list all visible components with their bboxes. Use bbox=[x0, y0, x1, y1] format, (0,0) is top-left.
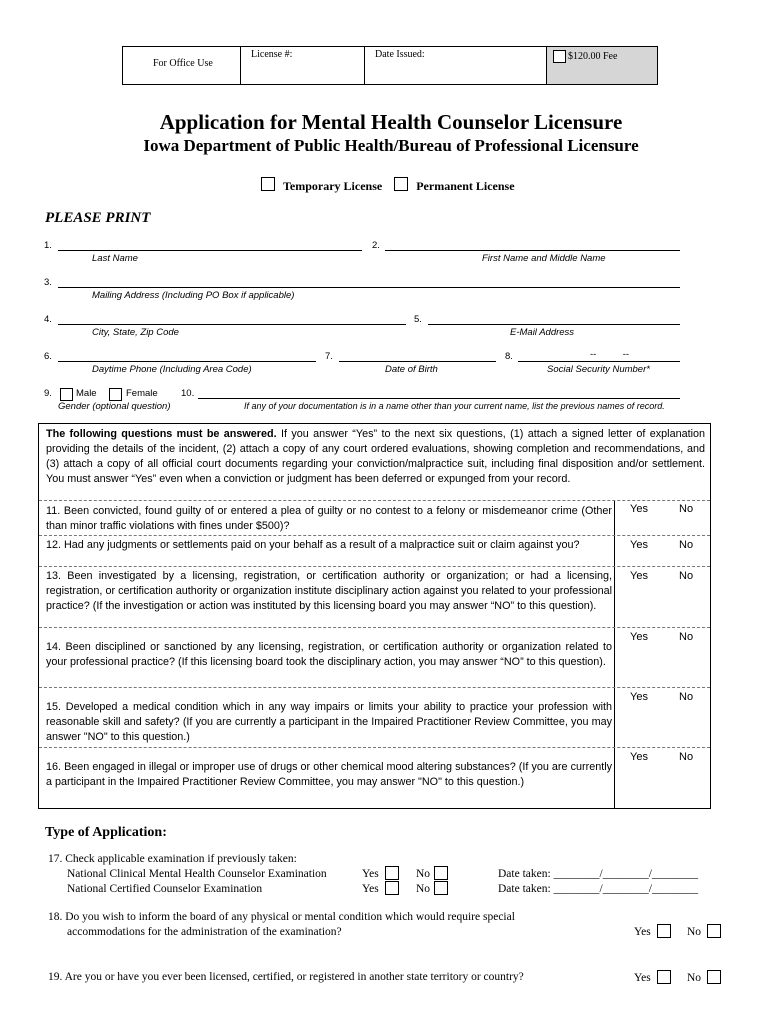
question-18-line-1: 18. Do you wish to inform the board of any physical or mental condition which would require special bbox=[48, 911, 515, 923]
page-title: Application for Mental Health Counselor Licensure bbox=[159, 110, 623, 134]
mailing-address-field[interactable] bbox=[58, 287, 680, 288]
license-number-label: License #: bbox=[251, 49, 293, 60]
male-label: Male bbox=[76, 388, 97, 399]
question-16-text: 16. Been engaged in illegal or improper use of drugs or other chemical mood altering substances? (If you are currently a participant in the Impaired Practitioner Review Committee, you may answer "NO" to this question.) bbox=[46, 761, 612, 788]
question-row-11 bbox=[39, 500, 710, 536]
question-15-text: 15. Developed a medical condition which in any way impairs or limits your ability to practice your profession with reasonable skill and safety? (If you are currently a participant in the Impaired Practitioner Review Committee, you may answer "NO" to this question.) bbox=[46, 701, 612, 743]
office-use-box bbox=[122, 46, 658, 85]
gender-label: Gender (optional question) bbox=[58, 401, 171, 412]
please-print-heading: PLEASE PRINT bbox=[45, 210, 151, 226]
questions-intro-text: If you answer “Yes” to the next six questions, (1) attach a signed letter of explanation providing the details of the incident, (2) attach a copy of any court ordered evaluations, showing completion and recommendations, and (3) attach a copy of all official court documents regarding your conviction/malpractice suit, including final disposition and/or settlement. You must answer “Yes” even when a conviction or judgment has been deferred or expunged from your record. bbox=[46, 428, 706, 485]
field-number-4: 4. bbox=[44, 314, 52, 325]
date-issued-cell[interactable] bbox=[365, 47, 547, 84]
ssn-dashes: -- -- bbox=[590, 349, 630, 360]
q15-no-option[interactable]: No bbox=[679, 691, 694, 703]
q19-no-label: No bbox=[687, 972, 702, 984]
city-state-zip-field[interactable] bbox=[58, 324, 406, 325]
female-label: Female bbox=[126, 388, 158, 399]
email-label: E-Mail Address bbox=[510, 327, 575, 338]
q16-yes-option[interactable]: Yes bbox=[630, 751, 648, 763]
q18-yes-label: Yes bbox=[634, 926, 651, 938]
type-of-application-heading: Type of Application: bbox=[45, 825, 167, 840]
daytime-phone-field[interactable] bbox=[58, 361, 316, 362]
q19-no-checkbox[interactable] bbox=[707, 970, 721, 984]
temporary-license-label: Temporary License bbox=[283, 179, 383, 193]
q18-no-label: No bbox=[687, 926, 702, 938]
page-subtitle: Iowa Department of Public Health/Bureau of Professional Licensure bbox=[143, 136, 639, 155]
fee-checkbox[interactable] bbox=[553, 50, 566, 63]
q15-yes-option[interactable]: Yes bbox=[630, 691, 648, 703]
date-of-birth-label: Date of Birth bbox=[385, 364, 438, 375]
male-checkbox[interactable] bbox=[60, 388, 73, 401]
field-number-2: 2. bbox=[372, 240, 380, 251]
permanent-license-label: Permanent License bbox=[416, 179, 515, 193]
question-19-text: 19. Are you or have you ever been licensed, certified, or registered in another state territory or country? bbox=[48, 971, 524, 983]
mailing-address-label: Mailing Address (Including PO Box if applicable) bbox=[92, 290, 295, 301]
exam-1-no-checkbox[interactable] bbox=[434, 866, 448, 880]
previous-names-label: If any of your documentation is in a name other than your current name, list the previous names of record. bbox=[244, 401, 665, 411]
field-number-5: 5. bbox=[414, 314, 422, 325]
last-name-label: Last Name bbox=[92, 253, 138, 264]
field-number-6: 6. bbox=[44, 351, 52, 362]
field-number-10: 10. bbox=[181, 388, 195, 399]
last-name-field[interactable] bbox=[58, 250, 362, 251]
q18-yes-checkbox[interactable] bbox=[657, 924, 671, 938]
exam-2-no-label: No bbox=[416, 883, 431, 895]
question-row-16 bbox=[39, 747, 710, 809]
exam-2-label: National Certified Counselor Examination bbox=[67, 883, 263, 895]
question-12-text: 12. Had any judgments or settlements paid on your behalf as a result of a malpractice suit or claim against you? bbox=[46, 539, 580, 551]
fee-cell bbox=[547, 47, 657, 84]
temporary-license-checkbox[interactable] bbox=[261, 177, 275, 191]
exam-1-label: National Clinical Mental Health Counselor Examination bbox=[67, 868, 327, 880]
office-use-cell bbox=[123, 47, 241, 84]
date-issued-label: Date Issued: bbox=[375, 49, 425, 60]
question-13-text: 13. Been investigated by a licensing, registration, or certification authority or organization; or had a licensing, registration, or certification authority or organization institute disciplinary action against you related to your professional practice? (If the investigation or action was instituted by this licensing board you may answer “NO” to this question). bbox=[46, 570, 612, 612]
questions-box bbox=[38, 423, 711, 809]
permanent-license-checkbox[interactable] bbox=[394, 177, 408, 191]
ssn-field[interactable] bbox=[518, 361, 680, 362]
field-number-9: 9. bbox=[44, 388, 52, 399]
first-middle-name-label: First Name and Middle Name bbox=[482, 253, 606, 264]
question-row-13 bbox=[39, 566, 710, 628]
daytime-phone-label: Daytime Phone (Including Area Code) bbox=[92, 364, 252, 375]
q14-no-option[interactable]: No bbox=[679, 631, 694, 643]
question-row-15 bbox=[39, 687, 710, 748]
q13-yes-option[interactable]: Yes bbox=[630, 570, 648, 582]
question-row-12 bbox=[39, 535, 710, 567]
questions-intro-bold: The following questions must be answered. bbox=[46, 428, 277, 440]
question-11-text: 11. Been convicted, found guilty of or entered a plea of guilty or no contest to a felony or misdemeanor crime (Other than minor traffic violations with fines under $500)? bbox=[46, 505, 612, 532]
field-number-7: 7. bbox=[325, 351, 333, 362]
question-18-line-2: accommodations for the administration of the examination? bbox=[67, 926, 342, 938]
city-state-zip-label: City, State, Zip Code bbox=[92, 327, 179, 338]
q18-no-checkbox[interactable] bbox=[707, 924, 721, 938]
previous-names-field[interactable] bbox=[198, 398, 680, 399]
exam-1-no-label: No bbox=[416, 868, 431, 880]
license-number-cell[interactable] bbox=[241, 47, 365, 84]
q16-no-option[interactable]: No bbox=[679, 751, 694, 763]
q11-yes-option[interactable]: Yes bbox=[630, 503, 648, 515]
ssn-label: Social Security Number* bbox=[547, 364, 650, 375]
exam-1-yes-checkbox[interactable] bbox=[385, 866, 399, 880]
q14-yes-option[interactable]: Yes bbox=[630, 631, 648, 643]
question-row-14 bbox=[39, 627, 710, 688]
date-of-birth-field[interactable] bbox=[339, 361, 496, 362]
field-number-1: 1. bbox=[44, 240, 52, 251]
exam-2-yes-label: Yes bbox=[362, 883, 379, 895]
exam-1-yes-label: Yes bbox=[362, 868, 379, 880]
field-number-3: 3. bbox=[44, 277, 52, 288]
office-use-label: For Office Use bbox=[153, 58, 213, 69]
exam-2-date-taken[interactable]: Date taken: ________/________/________ bbox=[498, 883, 698, 895]
q11-no-option[interactable]: No bbox=[679, 503, 694, 515]
email-field[interactable] bbox=[428, 324, 680, 325]
q13-no-option[interactable]: No bbox=[679, 570, 694, 582]
female-checkbox[interactable] bbox=[109, 388, 122, 401]
license-type-row bbox=[261, 177, 515, 194]
first-middle-name-field[interactable] bbox=[385, 250, 680, 251]
exam-2-no-checkbox[interactable] bbox=[434, 881, 448, 895]
exam-1-date-taken[interactable]: Date taken: ________/________/________ bbox=[498, 868, 698, 880]
question-14-text: 14. Been disciplined or sanctioned by any licensing, registration, or certification authority or organization related to your professional practice? (If this licensing board took the disciplinary action, you may answer “NO” to this question). bbox=[46, 641, 612, 668]
q12-yes-option[interactable]: Yes bbox=[630, 539, 648, 551]
q12-no-option[interactable]: No bbox=[679, 539, 694, 551]
exam-2-yes-checkbox[interactable] bbox=[385, 881, 399, 895]
fee-label: $120.00 Fee bbox=[568, 51, 618, 62]
question-17-text: 17. Check applicable examination if previously taken: bbox=[48, 853, 297, 865]
field-number-8: 8. bbox=[505, 351, 513, 362]
questions-intro bbox=[46, 427, 705, 487]
q19-yes-checkbox[interactable] bbox=[657, 970, 671, 984]
q19-yes-label: Yes bbox=[634, 972, 651, 984]
